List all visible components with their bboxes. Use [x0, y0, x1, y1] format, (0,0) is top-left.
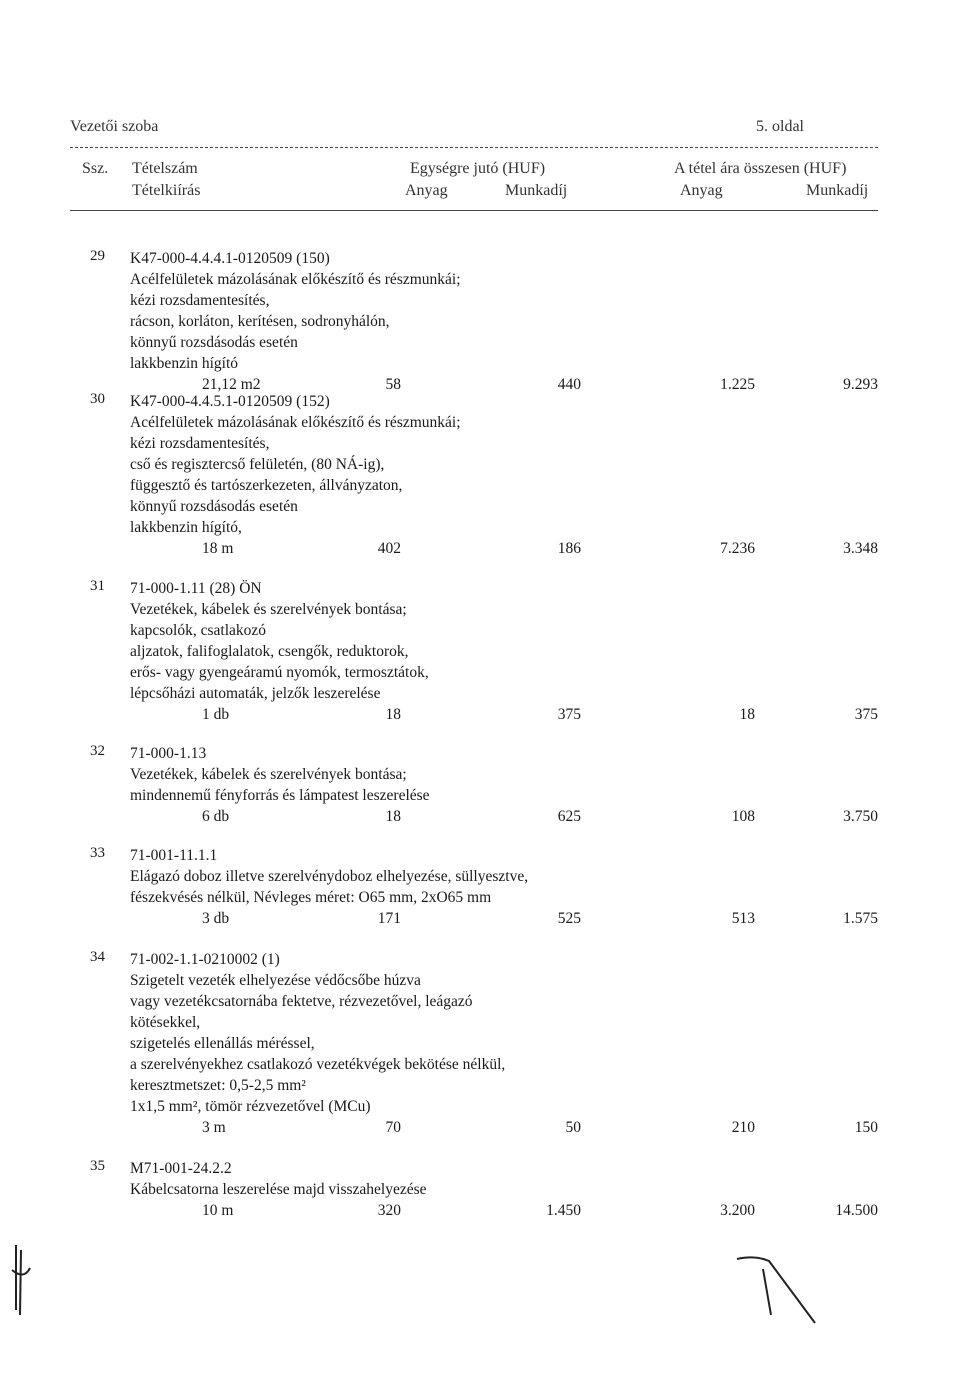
unit-munkadij: 186 [557, 540, 581, 557]
item-text-line: rácson, korláton, kerítésen, sodronyhálón, [130, 313, 390, 330]
item-code: 71-000-1.11 (28) ÖN [130, 580, 262, 597]
col-egysegre: Egységre jutó (HUF) [410, 160, 546, 177]
item-text-line: könnyű rozsdásodás esetén [130, 334, 298, 351]
col-munkadij-total: Munkadíj [806, 182, 869, 199]
item-text-line: lépcsőházi automaták, jelzők leszerelése [130, 685, 381, 702]
item-text-line: aljzatok, falifoglalatok, csengők, reduktorok, [130, 643, 409, 660]
total-munkadij: 3.348 [843, 540, 878, 557]
unit-munkadij: 50 [565, 1119, 581, 1136]
item-text-line: kötésekkel, [130, 1014, 201, 1031]
item-quantity: 10 m [202, 1202, 234, 1219]
item-text-line: fészekvésés nélkül, Névleges méret: O65 mm, 2xO65 mm [130, 889, 492, 906]
item-text-line: keresztmetszet: 0,5-2,5 mm² [130, 1077, 306, 1094]
unit-munkadij: 625 [557, 808, 581, 825]
page-number: 5. oldal [756, 118, 804, 135]
total-munkadij: 375 [854, 706, 878, 723]
item-text-line: a szerelvényekhez csatlakozó vezetékvégek bekötése nélkül, [130, 1056, 506, 1073]
item-text-line: 1x1,5 mm², tömör rézvezetővel (MCu) [130, 1098, 371, 1115]
col-munkadij-unit: Munkadíj [505, 182, 568, 199]
item-quantity: 3 db [202, 910, 230, 927]
item-number: 34 [90, 949, 105, 965]
col-anyag-total: Anyag [680, 182, 723, 199]
total-munkadij: 3.750 [843, 808, 878, 825]
item-number: 35 [90, 1158, 105, 1174]
item-text-line: szigetelés ellenállás méréssel, [130, 1035, 315, 1052]
unit-anyag: 18 [385, 808, 401, 825]
item-quantity: 1 db [202, 706, 230, 723]
unit-munkadij: 375 [557, 706, 581, 723]
unit-anyag: 402 [377, 540, 401, 557]
col-tetelkiiras: Tételkiírás [132, 182, 201, 199]
header-rule-bottom [70, 210, 878, 211]
item-quantity: 18 m [202, 540, 234, 557]
col-anyag-unit: Anyag [405, 182, 448, 199]
item-number: 33 [90, 845, 105, 861]
item-code: K47-000-4.4.5.1-0120509 (152) [130, 393, 330, 410]
item-text-line: lakkbenzin hígító, [130, 519, 242, 536]
total-anyag: 3.200 [720, 1202, 755, 1219]
item-code: 71-000-1.13 [130, 745, 207, 762]
item-code: M71-001-24.2.2 [130, 1160, 232, 1177]
item-number: 31 [90, 578, 105, 594]
item-quantity: 6 db [202, 808, 230, 825]
item-text-line: Kábelcsatorna leszerelése majd visszahelyezése [130, 1181, 427, 1198]
col-tetelszam: Tételszám [132, 160, 198, 177]
unit-anyag: 70 [385, 1119, 401, 1136]
item-number: 32 [90, 743, 105, 759]
item-text-line: Elágazó doboz illetve szerelvénydoboz elhelyezése, süllyesztve, [130, 868, 529, 885]
unit-anyag: 58 [385, 376, 401, 393]
total-munkadij: 9.293 [843, 376, 878, 393]
unit-anyag: 171 [377, 910, 401, 927]
item-code: K47-000-4.4.4.1-0120509 (150) [130, 250, 330, 267]
scribble-mark-left [6, 1240, 36, 1320]
item-text-line: erős- vagy gyengeáramú nyomók, termosztátok, [130, 664, 429, 681]
total-anyag: 108 [731, 808, 755, 825]
document-title: Vezetői szoba [70, 118, 159, 135]
item-number: 30 [90, 391, 105, 407]
item-text-line: Szigetelt vezeték elhelyezése védőcsőbe húzva [130, 972, 421, 989]
total-munkadij: 1.575 [843, 910, 878, 927]
scribble-mark-right [735, 1255, 825, 1330]
item-text-line: kézi rozsdamentesítés, [130, 435, 270, 452]
unit-anyag: 18 [385, 706, 401, 723]
item-text-line: kapcsolók, csatlakozó [130, 622, 267, 639]
unit-munkadij: 525 [557, 910, 581, 927]
item-number: 29 [90, 248, 105, 264]
item-text-line: vagy vezetékcsatornába fektetve, rézvezetővel, leágazó [130, 993, 473, 1010]
item-quantity: 3 m [202, 1119, 226, 1136]
header-rule-top [70, 147, 878, 148]
item-text-line: Acélfelületek mázolásának előkészítő és részmunkái; [130, 271, 461, 288]
item-code: 71-002-1.1-0210002 (1) [130, 951, 280, 968]
total-anyag: 210 [731, 1119, 755, 1136]
item-text-line: függesztő és tartószerkezeten, állványzaton, [130, 477, 403, 494]
col-osszesen: A tétel ára összesen (HUF) [674, 160, 847, 177]
item-text-line: Vezetékek, kábelek és szerelvények bontása; [130, 766, 407, 783]
total-munkadij: 150 [854, 1119, 878, 1136]
item-text-line: Acélfelületek mázolásának előkészítő és részmunkái; [130, 414, 461, 431]
total-anyag: 1.225 [720, 376, 755, 393]
item-text-line: cső és regisztercső felületén, (80 NÁ-ig), [130, 456, 385, 473]
unit-munkadij: 1.450 [546, 1202, 581, 1219]
item-text-line: lakkbenzin hígító [130, 355, 239, 372]
total-anyag: 18 [739, 706, 755, 723]
total-anyag: 513 [731, 910, 755, 927]
item-text-line: könnyű rozsdásodás esetén [130, 498, 298, 515]
item-code: 71-001-11.1.1 [130, 847, 218, 864]
item-quantity: 21,12 m2 [202, 376, 261, 393]
unit-munkadij: 440 [557, 376, 581, 393]
total-munkadij: 14.500 [835, 1202, 878, 1219]
item-text-line: mindennemű fényforrás és lámpatest leszerelése [130, 787, 430, 804]
col-ssz: Ssz. [82, 160, 109, 177]
total-anyag: 7.236 [720, 540, 755, 557]
unit-anyag: 320 [377, 1202, 401, 1219]
item-text-line: kézi rozsdamentesítés, [130, 292, 270, 309]
item-text-line: Vezetékek, kábelek és szerelvények bontása; [130, 601, 407, 618]
